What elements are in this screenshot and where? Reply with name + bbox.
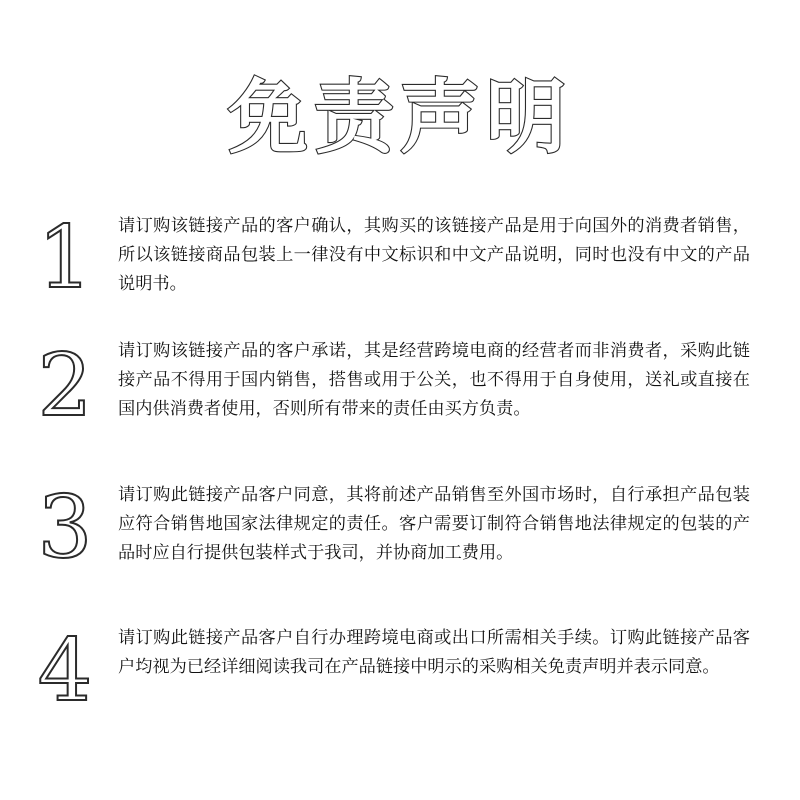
page-title: 免责声明 <box>228 71 572 164</box>
clause-number: 1 <box>37 208 93 308</box>
clause-number: 3 <box>37 478 93 578</box>
clause-text: 请订购该链接产品的客户承诺，其是经营跨境电商的经营者而非消费者，采购此链接产品不得用于国内销售，搭售或用于公关，也不得用于自身使用，送礼或直接在国内供消费者使用，否则所有带来的责任由买方负责。 <box>118 341 750 419</box>
clause-text: 请订购该链接产品的客户确认，其购买的该链接产品是用于向国外的消费者销售，所以该链接商品包装上一律没有中文标识和中文产品说明，同时也没有中文的产品说明书。 <box>118 216 750 294</box>
clause-text: 请订购此链接产品客户自行办理跨境电商或出口所需相关手续。订购此链接产品客户均视为已经详细阅读我司在产品链接中明示的采购相关免责声明并表示同意。 <box>118 628 750 677</box>
clause-number: 4 <box>37 621 93 721</box>
clause-number: 2 <box>37 336 93 436</box>
clause-text: 请订购此链接产品客户同意，其将前述产品销售至外国市场时，自行承担产品包装应符合销售地国家法律规定的责任。客户需要订制符合销售地法律规定的包装的产品时应自行提供包装样式于我司，并协商加工费用。 <box>118 485 750 563</box>
